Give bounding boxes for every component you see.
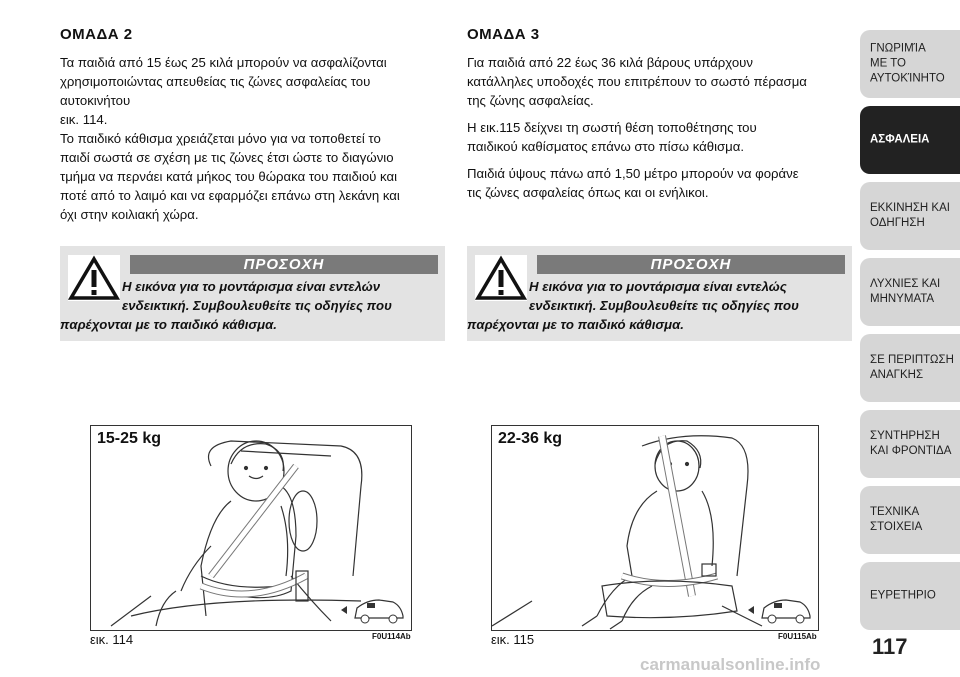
warning-line-2: ενδεικτική. Συμβουλευθείτε τις οδηγίες που xyxy=(529,298,799,313)
warning-line-3: παρέχονται με το παιδικό κάθισμα. xyxy=(467,317,684,332)
weight-label: 22-36 kg xyxy=(498,430,563,447)
figure-115-code: F0U115Ab xyxy=(778,632,817,641)
figure-114-code: F0U114Ab xyxy=(372,632,411,641)
group3-paragraph-2: Η εικ.115 δείχνει τη σωστή θέση τοποθέτησης του παιδικού καθίσματος επάνω στο πίσω κάθισμα. xyxy=(467,120,757,154)
warning-box-left xyxy=(60,246,445,341)
car-location-icon xyxy=(337,592,407,626)
car-location-icon xyxy=(744,592,814,626)
group3-paragraph-3: Παιδιά ύψους πάνω από 1,50 μέτρο μπορούν να φοράνε τις ζώνες ασφαλείας όπως και οι ενήλικοι. xyxy=(467,166,799,200)
tab-safety[interactable] xyxy=(860,106,960,174)
watermark: carmanualsonline.info xyxy=(640,655,821,674)
tab-maintenance[interactable] xyxy=(860,410,960,478)
figure-115-caption: εικ. 115 xyxy=(491,632,535,647)
right-column xyxy=(467,26,852,210)
warning-line-1: Η εικόνα για το μοντάρισμα είναι εντελών xyxy=(122,279,381,294)
group3-paragraph-1: Για παιδιά από 22 έως 36 κιλά βάρους υπάρχουν κατάλληλες υποδοχές που επιτρέπουν το σωστό πέρασμα της ζώνης ασφαλείας. xyxy=(467,55,807,108)
left-column xyxy=(60,26,445,232)
group2-paragraph: Τα παιδιά από 15 έως 25 κιλά μπορούν να ασφαλίζονται χρησιμοποιώντας απευθείας τις ζώνες ασφαλείας του αυτοκινήτου εικ. 114. Το παιδικό κάθισμα χρειάζεται μόνο για να τοποθετεί το παιδί σωστά σε σχέση με τις ζώνες έτσι ώστε το διαγώνιο τμήμα να περνάει κατά μήκος του θώρακα του παιδιού και ποτέ από το λαιμό και να εφαρμόζει επάνω στη λεκάνη και όχι στην κοιλιακή χώρα. xyxy=(60,55,400,222)
page-number: 117 xyxy=(872,634,908,659)
warning-text xyxy=(60,277,438,334)
figure-114 xyxy=(90,425,412,631)
tab-starting-driving[interactable] xyxy=(860,182,960,250)
tab-label: ΕΥΡΕΤΗΡΙΟ xyxy=(870,589,936,602)
tab-label: ΤΕΧΝΙΚΑ ΣΤΟΙΧΕΙΑ xyxy=(870,506,923,533)
warning-line-2: ενδεικτική. Συμβουλευθείτε τις οδηγίες που xyxy=(122,298,392,313)
warning-line-1: Η εικόνα για το μοντάρισμα είναι εντελώς xyxy=(529,279,787,294)
warning-title: ΠΡΟΣΟΧΗ xyxy=(537,255,845,274)
warning-text xyxy=(467,277,845,334)
tab-label: ΣΕ ΠΕΡΙΠΤΩΣΗ ΑΝΑΓΚΗΣ xyxy=(870,354,954,381)
tab-label: ΑΣΦΑΛΕΙΑ xyxy=(870,133,930,146)
tab-getting-to-know[interactable] xyxy=(860,30,960,98)
tab-label: ΣΥΝΤΗΡΗΣΗ ΚΑΙ ΦΡΟΝΤΙΔΑ xyxy=(870,430,952,457)
tab-label: ΓΝΩΡΙΜΊΑ ΜΕ ΤΟ ΑΥΤΟΚΊΝΗΤΟ xyxy=(870,42,945,85)
section-heading-group3: ΟΜΑΔΑ 3 xyxy=(467,26,540,43)
weight-label: 15-25 kg xyxy=(97,430,162,447)
tab-warning-lights[interactable] xyxy=(860,258,960,326)
tab-index[interactable] xyxy=(860,562,960,630)
figure-115 xyxy=(491,425,819,631)
warning-box-right xyxy=(467,246,852,341)
tab-technical-data[interactable] xyxy=(860,486,960,554)
warning-line-3: παρέχονται με το παιδικό κάθισμα. xyxy=(60,317,277,332)
tab-label: ΛΥΧΝΙΕΣ ΚΑΙ ΜΗΝΥΜΑΤΑ xyxy=(870,278,941,305)
tab-label: ΕΚΚΙΝΗΣΗ ΚΑΙ ΟΔΗΓΗΣΗ xyxy=(870,202,950,229)
section-heading-group2: ΟΜΑΔΑ 2 xyxy=(60,26,133,43)
warning-title: ΠΡΟΣΟΧΗ xyxy=(130,255,438,274)
tab-emergency[interactable] xyxy=(860,334,960,402)
figure-114-caption: εικ. 114 xyxy=(90,632,134,647)
